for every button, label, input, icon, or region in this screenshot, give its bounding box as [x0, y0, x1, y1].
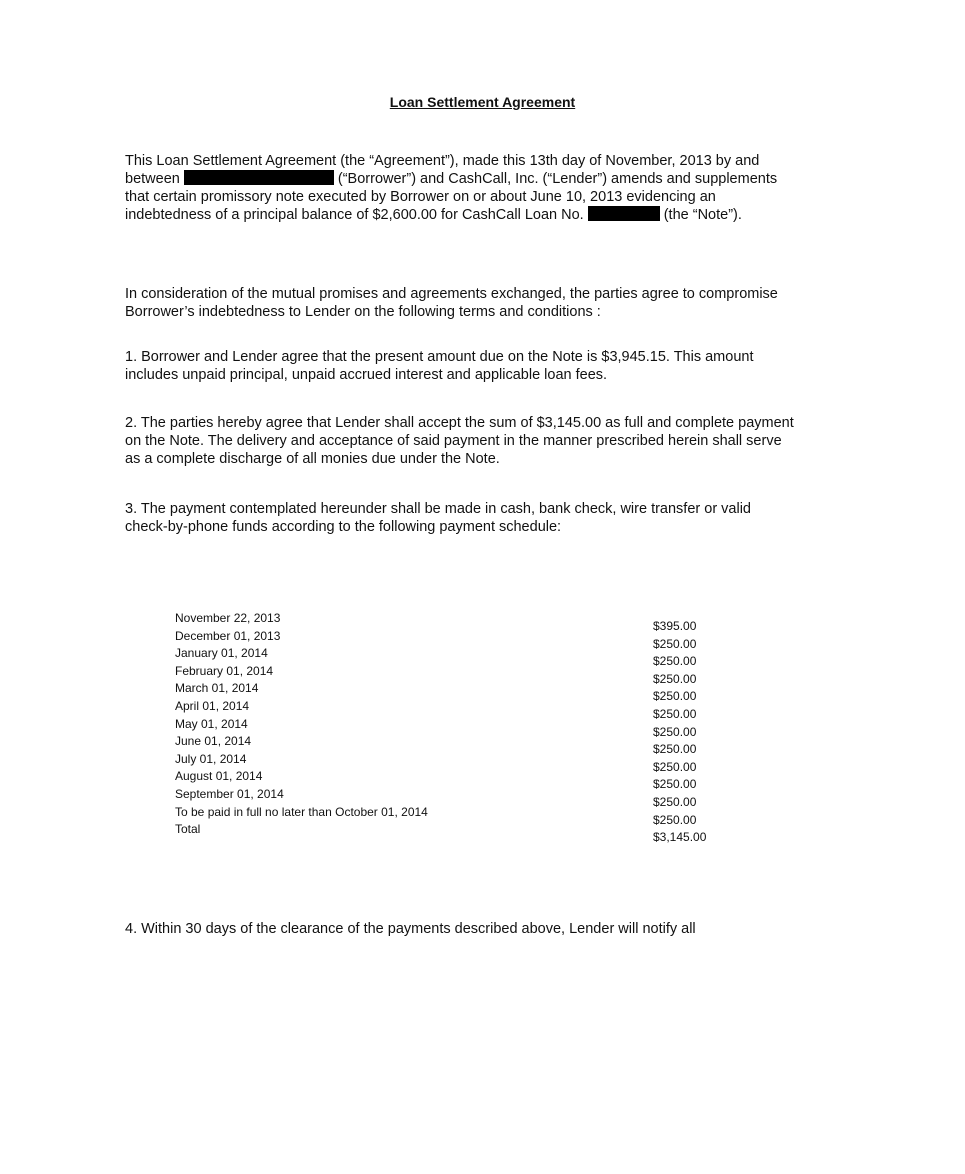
schedule-date: January 01, 2014 — [175, 646, 268, 661]
schedule-row — [175, 628, 715, 651]
schedule-row — [175, 821, 715, 845]
schedule-date: February 01, 2014 — [175, 663, 274, 678]
schedule-date: December 01, 2013 — [175, 628, 281, 643]
schedule-amount: $250.00 — [653, 759, 697, 774]
intro-text-2: (“Borrower”) and CashCall, Inc. (“Lender”) amends and supplements that certain promissory note executed by Borrower on or about June 10, 2013 evidencing an indebtedness of a principal balance of $2,600.00 for CashCall Loan No. — [125, 171, 778, 223]
schedule-date: March 01, 2014 — [175, 681, 259, 696]
intro-text-1: This Loan Settlement Agreement (the “Agreement”), made this 13th day of November, 2013 by and between — [125, 153, 760, 187]
schedule-amount: $250.00 — [653, 636, 697, 651]
redacted-loan-number — [588, 206, 660, 221]
clause-4: 4. Within 30 days of the clearance of the payments described above, Lender will notify all — [125, 921, 696, 937]
intro-text-3: (the “Note”). — [659, 207, 742, 223]
schedule-row — [175, 768, 715, 792]
consideration-paragraph: In consideration of the mutual promises and agreements exchanged, the parties agree to compromise Borrower’s indebtedness to Lender on the following terms and conditions : — [125, 286, 778, 320]
schedule-amount: $250.00 — [653, 812, 697, 827]
schedule-date: November 22, 2013 — [175, 611, 281, 625]
schedule-amount: $250.00 — [653, 671, 697, 686]
clause-3: 3. The payment contemplated hereunder shall be made in cash, bank check, wire transfer or valid check-by-phone funds according to the following payment schedule: — [125, 501, 751, 535]
schedule-amount: $250.00 — [653, 706, 697, 721]
schedule-amount: $250.00 — [653, 724, 697, 739]
schedule-date: May 01, 2014 — [175, 716, 248, 731]
schedule-row — [175, 645, 715, 669]
clause-1: 1. Borrower and Lender agree that the present amount due on the Note is $3,945.15. This amount includes unpaid principal, unpaid accrued interest and applicable loan fees. — [125, 349, 754, 383]
schedule-row — [175, 786, 715, 809]
schedule-date: June 01, 2014 — [175, 734, 252, 749]
clause-2: 2. The parties hereby agree that Lender shall accept the sum of $3,145.00 as full and complete payment on the Note. The delivery and acceptance of said payment in the manner prescribed herein shall serve as a complete discharge of all monies due under the Note. — [125, 415, 794, 467]
schedule-row — [175, 663, 715, 686]
schedule-amount: $395.00 — [653, 619, 697, 633]
schedule-date: August 01, 2014 — [175, 769, 263, 784]
schedule-amount: $250.00 — [653, 794, 697, 809]
schedule-date: July 01, 2014 — [175, 751, 247, 766]
schedule-amount: $250.00 — [653, 689, 697, 704]
schedule-date: To be paid in full no later than October 01, 2014 — [175, 804, 428, 819]
schedule-amount: $250.00 — [653, 742, 697, 757]
schedule-row — [175, 716, 715, 739]
document-title: Loan Settlement Agreement — [389, 94, 576, 110]
schedule-row — [175, 680, 715, 704]
redacted-borrower-name — [184, 170, 334, 185]
schedule-date: September 01, 2014 — [175, 786, 284, 801]
intro-paragraph — [125, 152, 797, 224]
schedule-row — [175, 698, 715, 721]
schedule-row — [175, 733, 715, 757]
schedule-amount: $3,145.00 — [653, 830, 707, 845]
schedule-row — [175, 804, 715, 827]
schedule-row — [175, 610, 715, 633]
schedule-row — [175, 751, 715, 774]
schedule-date: April 01, 2014 — [175, 698, 250, 713]
payment-schedule — [175, 610, 715, 845]
schedule-amount: $250.00 — [653, 654, 697, 669]
schedule-amount: $250.00 — [653, 777, 697, 792]
schedule-date: Total — [175, 822, 201, 837]
